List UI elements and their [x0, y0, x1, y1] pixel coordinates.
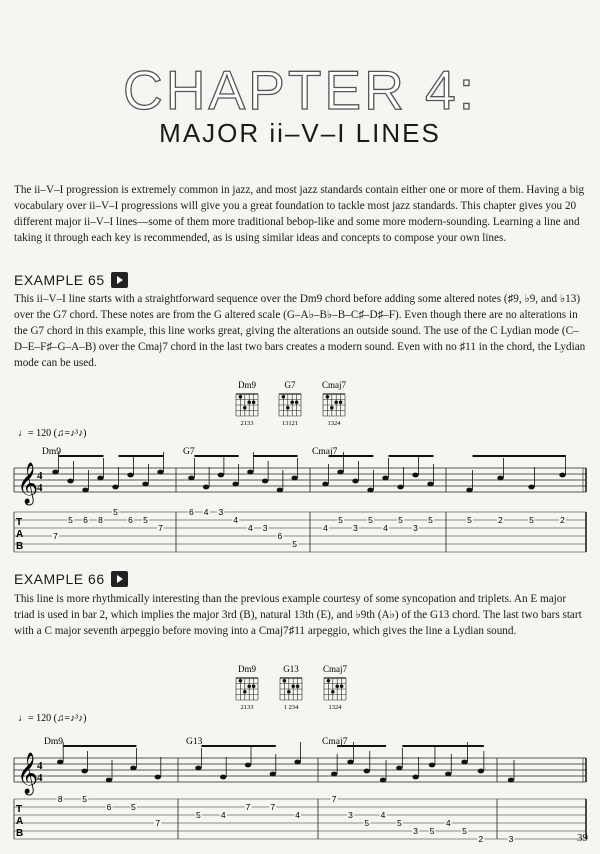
notehead [218, 473, 224, 478]
notehead [270, 772, 276, 777]
chord-diagram-fingering: 1324 [328, 704, 342, 711]
diagram-dot [239, 679, 243, 683]
chord-name: Dm9 [42, 447, 61, 457]
notehead [81, 769, 87, 774]
example-66-title: EXAMPLE 66 [14, 571, 105, 587]
tab-number: 5 [143, 515, 148, 525]
time-signature-bottom: 4 [37, 772, 43, 784]
tab-number: 3 [413, 523, 418, 533]
treble-clef-icon: 𝄞 [17, 463, 39, 504]
notehead [112, 485, 118, 490]
notehead [127, 473, 133, 478]
tab-number: 8 [98, 515, 103, 525]
tab-letter: T [16, 517, 23, 528]
tab-number: 7 [155, 818, 161, 828]
notehead [412, 775, 418, 780]
notehead [157, 470, 163, 475]
notehead [412, 473, 418, 478]
tab-number: 5 [364, 818, 370, 828]
notehead [466, 488, 472, 493]
notehead [427, 482, 433, 487]
tab-number: 5 [428, 515, 433, 525]
diagram-dot [326, 395, 330, 399]
notehead [294, 760, 300, 765]
notehead [380, 778, 386, 783]
notehead [67, 479, 73, 484]
notehead [82, 488, 88, 493]
chord-diagram-name: G7 [284, 380, 296, 390]
tab-number: 4 [383, 523, 388, 533]
diagram-dot [286, 406, 290, 410]
notehead [347, 760, 353, 765]
chord-diagram-fingering: 1324 [327, 420, 341, 427]
chord-diagram-name: Dm9 [238, 664, 256, 674]
intro-paragraph: The ii–V–I progression is extremely common in jazz, and most jazz standards contain either one or more of them. Having a big vocabulary over ii–V–I progressions will give you a great foundation to tackle most jazz standards. This chapter gives you 20 different major ii–V–I lines—some of them more traditional bebop-like and some more modern-sounding. Learning a line and taking it through each key is recommended, as is using similar ideas and concepts to compose your own lines. [14, 184, 585, 245]
play-icon[interactable] [111, 272, 128, 288]
notehead [352, 479, 358, 484]
chord-diagram-name: Cmaj7 [322, 380, 346, 390]
notehead [461, 760, 467, 765]
tab-number: 3 [413, 826, 419, 836]
notehead [52, 470, 58, 475]
notehead [429, 763, 435, 768]
example-66-description: This line is more rhythmically interesting than the previous example courtesy of some syncopation and triplets. An E major triad is used in bar 2, which implies the major 3rd (B), natural 13th (E), and ♭9th (A♭) of the G13 chord. The last two bars start with a C major seventh arpeggio before moving into a Cmaj7♯11 arpeggio, which gives the line a Lydian sound. [14, 593, 582, 638]
tab-number: 5 [196, 810, 201, 820]
notehead [322, 482, 328, 487]
tab-letter: B [16, 541, 24, 552]
tab-number: 5 [131, 802, 136, 812]
tab-number: 3 [262, 523, 268, 533]
chapter-title: CHAPTER 4: [123, 59, 477, 121]
tempo-marking: ♩= 120 (♫=♪³♪) [18, 713, 87, 724]
diagram-dot [295, 400, 299, 404]
tab-number: 4 [445, 818, 451, 828]
tab-number: 4 [380, 810, 386, 820]
tempo-marking: ♩= 120 (♫=♪³♪) [18, 428, 87, 439]
chord-name: Cmaj7 [322, 737, 348, 747]
chord-diagram-name: Dm9 [238, 380, 256, 390]
tab-number: 3 [218, 507, 224, 517]
diagram-dot [291, 684, 295, 688]
diagram-dot [290, 400, 294, 404]
tab-number: 6 [83, 515, 88, 525]
notehead [364, 769, 370, 774]
time-signature-bottom: 4 [37, 482, 43, 494]
tab-letter: T [16, 804, 23, 815]
tab-number: 2 [478, 834, 484, 844]
tab-number: 4 [323, 523, 328, 533]
tab-number: 7 [331, 794, 337, 804]
tab-number: 5 [429, 826, 435, 836]
tab-number: 5 [529, 515, 534, 525]
tab-number: 6 [106, 802, 112, 812]
tab-number: 5 [467, 515, 472, 525]
diagram-dot [252, 684, 256, 688]
tab-number: 2 [560, 515, 565, 525]
tab-number: 4 [203, 507, 209, 517]
example-65-notation [0, 372, 600, 582]
example-66-heading [14, 571, 128, 587]
tab-number: 6 [128, 515, 133, 525]
tab-number: 7 [245, 802, 251, 812]
diagram-dot [252, 400, 256, 404]
tab-letter: B [16, 828, 24, 839]
chapter-subtitle: MAJOR ii–V–I LINES [159, 118, 441, 148]
diagram-dot [247, 400, 251, 404]
chord-name: G13 [186, 737, 203, 747]
notehead [367, 488, 373, 493]
notehead [232, 482, 238, 487]
diagram-dot [243, 690, 247, 694]
chord-diagram-fingering: 2133 [240, 420, 254, 427]
tab-number: 4 [248, 523, 253, 533]
chord-diagram-fingering: 13121 [281, 420, 299, 427]
diagram-dot [339, 400, 343, 404]
notehead [508, 778, 514, 783]
chord-name: Cmaj7 [312, 447, 338, 457]
diagram-dot [296, 684, 300, 688]
notehead [247, 470, 253, 475]
chord-name: Dm9 [44, 737, 63, 747]
time-signature-top: 4 [37, 760, 43, 772]
diagram-dot [335, 684, 339, 688]
tab-number: 5 [82, 794, 87, 804]
tab-number: 3 [348, 810, 353, 820]
chord-diagram-name: Cmaj7 [323, 664, 347, 674]
diagram-dot [287, 690, 291, 694]
diagram-dot [239, 395, 243, 399]
diagram-dot [327, 679, 331, 683]
notehead [57, 760, 63, 765]
page-number: 39 [577, 832, 588, 844]
tab-number: 2 [498, 515, 503, 525]
chord-name: G7 [183, 447, 195, 457]
example-65-description: This ii–V–I line starts with a straightforward sequence over the Dm9 chord before adding some altered notes (♯9, ♭9, and ♭13) over the G7 chord. These notes are from the G altered scale (G–A♭–B♭–B–C♯–D♯–F). Even though there are no alterations in the G7 chord in this example, this line works great, giving the alterations an outside sound. The use of the C Lydian mode (C–D–E–F♯–G–A–B) over the Cmaj7 chord in the last two bars creates a modern sound. Even with no ♯11 in the chord, the Lydian mode can be used. [14, 293, 586, 370]
notehead [337, 470, 343, 475]
diagram-dot [283, 679, 287, 683]
diagram-dot [340, 684, 344, 688]
diagram-dot [243, 406, 247, 410]
tab-number: 7 [158, 523, 163, 533]
notehead [262, 479, 268, 484]
tab-number: 7 [270, 802, 276, 812]
notehead [528, 485, 534, 490]
diagram-dot [282, 395, 286, 399]
diagram-dot [330, 406, 334, 410]
notehead [559, 473, 565, 478]
notehead [397, 485, 403, 490]
notehead [291, 476, 297, 481]
notehead [220, 775, 226, 780]
tab-number: 6 [277, 531, 283, 541]
tab-number: 5 [338, 515, 343, 525]
notehead [445, 772, 451, 777]
tab-number: 4 [220, 810, 226, 820]
tab-number: 5 [292, 539, 297, 549]
notehead [277, 488, 283, 493]
notehead [245, 763, 251, 768]
chord-diagram-name: G13 [283, 664, 299, 674]
chord-diagram-fingering: 2133 [240, 704, 254, 711]
notehead [497, 476, 503, 481]
notehead [97, 476, 103, 481]
notehead [188, 476, 194, 481]
tab-number: 4 [295, 810, 300, 820]
notehead [155, 775, 161, 780]
tab-number: 5 [68, 515, 73, 525]
notehead [142, 482, 148, 487]
notehead [478, 769, 484, 774]
notehead [331, 772, 337, 777]
tab-number: 5 [368, 515, 373, 525]
play-icon[interactable] [111, 571, 128, 587]
tab-number: 5 [113, 507, 118, 517]
diagram-dot [247, 684, 251, 688]
tab-number: 4 [233, 515, 238, 525]
tab-number: 3 [508, 834, 514, 844]
notehead [203, 485, 209, 490]
example-65-title: EXAMPLE 65 [14, 272, 105, 288]
tab-number: 7 [53, 531, 58, 541]
tab-number: 5 [396, 818, 402, 828]
tab-letter: A [16, 529, 24, 540]
chord-diagram-fingering: 1 234 [283, 704, 299, 711]
tab-number: 5 [462, 826, 467, 836]
tab-number: 3 [353, 523, 358, 533]
diagram-dot [331, 690, 335, 694]
diagram-dot [334, 400, 338, 404]
tab-letter: A [16, 816, 24, 827]
notehead [130, 766, 136, 771]
example-65-heading [14, 272, 128, 288]
treble-clef-icon: 𝄞 [17, 753, 39, 794]
tab-number: 8 [57, 794, 63, 804]
notehead [195, 766, 201, 771]
notehead [106, 778, 112, 783]
tab-number: 6 [189, 507, 194, 517]
example-66-notation [0, 655, 600, 845]
tab-number: 5 [398, 515, 403, 525]
notehead [396, 766, 402, 771]
time-signature-top: 4 [37, 470, 43, 482]
notehead [382, 476, 388, 481]
